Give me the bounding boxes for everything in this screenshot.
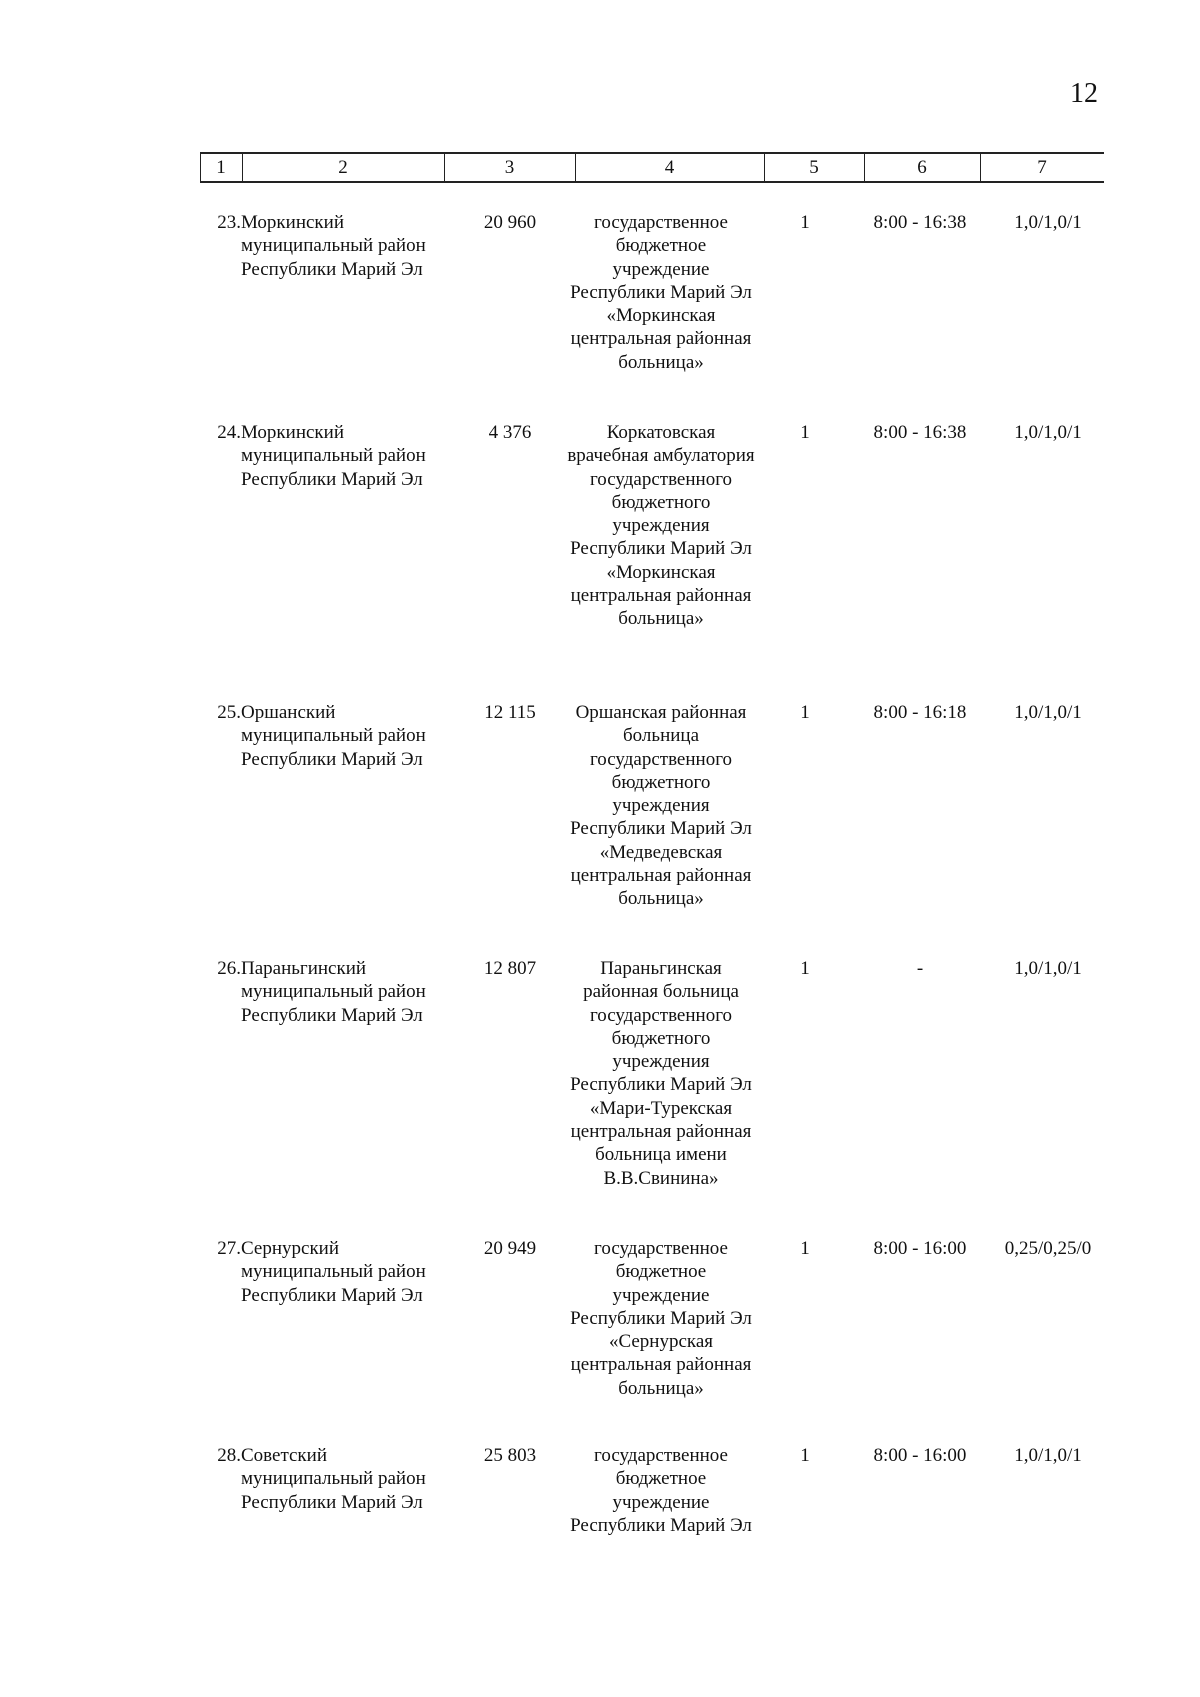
population: 12 807 bbox=[483, 958, 537, 979]
working-hours: - bbox=[916, 958, 924, 979]
population: 12 115 bbox=[484, 702, 536, 723]
header-col-2: 2 bbox=[338, 157, 348, 178]
row-number: 24. bbox=[217, 422, 241, 443]
row-number: 27. bbox=[217, 1238, 241, 1259]
header-top-rule bbox=[200, 152, 1104, 154]
count: 1 bbox=[800, 1445, 810, 1466]
staff-rate: 1,0/1,0/1 bbox=[1014, 958, 1082, 979]
population: 20 949 bbox=[483, 1238, 537, 1259]
header-col-1: 1 bbox=[216, 157, 226, 178]
organization: Оршанская районная больница государственного бюджетного учреждения Республики Марий Эл «Медведевская центральная районная больница» bbox=[570, 702, 752, 910]
organization: государственное бюджетное учреждение Республики Марий Эл «Сернурская центральная районная больница» bbox=[570, 1238, 752, 1399]
population: 25 803 bbox=[483, 1445, 537, 1466]
working-hours: 8:00 - 16:38 bbox=[873, 212, 967, 233]
district-name: Параньгинский муниципальный район Республики Марий Эл bbox=[241, 958, 426, 1026]
organization: Параньгинская районная больница государственного бюджетного учреждения Республики Марий Эл «Мари-Турекская центральная районная больница имени В.В.Свинина» bbox=[570, 958, 752, 1189]
row-number: 26. bbox=[217, 958, 241, 979]
count: 1 bbox=[800, 958, 810, 979]
count: 1 bbox=[800, 212, 810, 233]
working-hours: 8:00 - 16:00 bbox=[873, 1445, 967, 1466]
working-hours: 8:00 - 16:18 bbox=[873, 702, 967, 723]
staff-rate: 1,0/1,0/1 bbox=[1014, 422, 1082, 443]
row-number: 28. bbox=[217, 1445, 241, 1466]
district-name: Моркинский муниципальный район Республики Марий Эл bbox=[241, 212, 426, 280]
header-bottom-rule bbox=[200, 181, 1104, 183]
count: 1 bbox=[800, 702, 810, 723]
staff-rate: 1,0/1,0/1 bbox=[1014, 1445, 1082, 1466]
page-number: 12 bbox=[1070, 78, 1098, 109]
district-name: Моркинский муниципальный район Республики Марий Эл bbox=[241, 422, 426, 490]
district-name: Советский муниципальный район Республики Марий Эл bbox=[241, 1445, 426, 1513]
working-hours: 8:00 - 16:00 bbox=[873, 1238, 967, 1259]
population: 20 960 bbox=[483, 212, 537, 233]
staff-rate: 0,25/0,25/0 bbox=[1004, 1238, 1092, 1259]
district-name: Сернурский муниципальный район Республики Марий Эл bbox=[241, 1238, 426, 1306]
header-col-5: 5 bbox=[809, 157, 819, 178]
row-number: 25. bbox=[217, 702, 241, 723]
organization: Коркатовская врачебная амбулатория государственного бюджетного учреждения Республики Марий Эл «Моркинская центральная районная больница» bbox=[567, 422, 755, 630]
header-col-3: 3 bbox=[504, 157, 515, 178]
staff-rate: 1,0/1,0/1 bbox=[1014, 212, 1082, 233]
organization: государственное бюджетное учреждение Республики Марий Эл bbox=[570, 1445, 752, 1536]
count: 1 bbox=[800, 1238, 810, 1259]
header-col-6: 6 bbox=[917, 157, 927, 178]
count: 1 bbox=[800, 422, 810, 443]
population: 4 376 bbox=[488, 422, 532, 443]
staff-rate: 1,0/1,0/1 bbox=[1014, 702, 1082, 723]
row-number: 23. bbox=[217, 212, 241, 233]
header-col-7: 7 bbox=[1037, 157, 1047, 178]
header-col-4: 4 bbox=[664, 157, 675, 178]
working-hours: 8:00 - 16:38 bbox=[873, 422, 967, 443]
organization: государственное бюджетное учреждение Республики Марий Эл «Моркинская центральная районная больница» bbox=[570, 212, 752, 373]
district-name: Оршанский муниципальный район Республики Марий Эл bbox=[241, 702, 426, 770]
